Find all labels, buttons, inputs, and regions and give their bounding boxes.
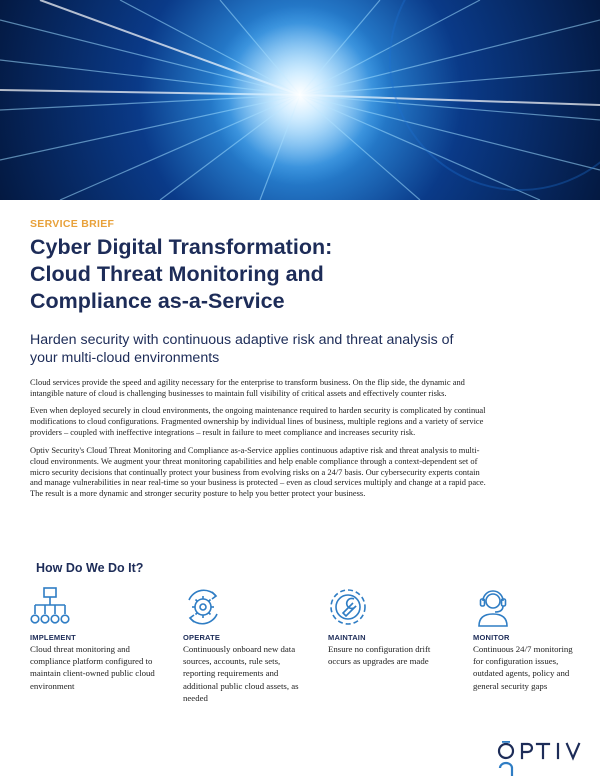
page-title bbox=[30, 234, 470, 315]
paragraph: Cloud services provide the speed and agility necessary for the enterprise to transform business. On the flip side, the dynamic and intangible nature of cloud is challenging businesses to maintain full visibility of critical assets and effectively counter risks. bbox=[30, 377, 465, 398]
eyebrow-label: SERVICE BRIEF bbox=[30, 218, 115, 230]
step-operate bbox=[183, 586, 301, 704]
step-label: OPERATE bbox=[183, 633, 221, 642]
title-line: Cloud Threat Monitoring and bbox=[30, 262, 324, 286]
hero-image bbox=[0, 0, 600, 200]
subtitle bbox=[30, 331, 470, 367]
section-heading: How Do We Do It? bbox=[36, 561, 144, 575]
step-text: Continuous 24/7 monitoring for configuration issues, outdated agents, policy and general security gaps bbox=[473, 644, 573, 691]
step-text: Continuously onboard new data sources, accounts, rule sets, reporting requirements and additional public cloud assets, as needed bbox=[183, 644, 299, 703]
step-maintain bbox=[328, 586, 440, 667]
hierarchy-icon bbox=[30, 586, 70, 628]
step-label: IMPLEMENT bbox=[30, 633, 76, 642]
body-text bbox=[30, 377, 492, 506]
subtitle-line: Harden security with continuous adaptive risk and threat analysis of bbox=[30, 332, 454, 348]
step-label: MAINTAIN bbox=[328, 633, 366, 642]
title-line: Cyber Digital Transformation: bbox=[30, 235, 333, 259]
step-text: Cloud threat monitoring and compliance platform configured to maintain client-owned public cloud environment bbox=[30, 644, 155, 691]
step-text: Ensure no configuration drift occurs as upgrades are made bbox=[328, 644, 431, 667]
optiv-logo bbox=[497, 738, 597, 781]
step-implement bbox=[30, 586, 160, 692]
wrench-gear-icon bbox=[328, 586, 368, 628]
headset-icon bbox=[473, 586, 513, 628]
step-label: MONITOR bbox=[473, 633, 510, 642]
title-line: Compliance as-a-Service bbox=[30, 289, 285, 313]
subtitle-line: your multi-cloud environments bbox=[30, 350, 220, 366]
paragraph: Even when deployed securely in cloud environments, the ongoing maintenance required to harden security is complicated by continual modifications to cloud configurations. Fragmented ownership by individual lines of business, multiple regions and a variety of service providers – coupled with ineffective integrations – result in failure to meet compliance and increases security risk. bbox=[30, 405, 486, 438]
step-monitor bbox=[473, 586, 585, 692]
paragraph: Optiv Security's Cloud Threat Monitoring and Compliance as-a-Service applies continuous adaptive risk and threat analysis to multi-cloud environments. We augment your threat monitoring capabilities and help enable compliance through a context-dependent set of micro security decisions that continually protect your business from evolving risks on a 24/7 basis. Our cybersecurity experts contain and manage vulnerabilities in near real-time so your business is protected – even as cloud services multiply and change at a rapid pace. The result is a more dynamic and stronger security posture to help you better protect your business. bbox=[30, 444, 486, 499]
gear-cycle-icon bbox=[183, 586, 223, 628]
